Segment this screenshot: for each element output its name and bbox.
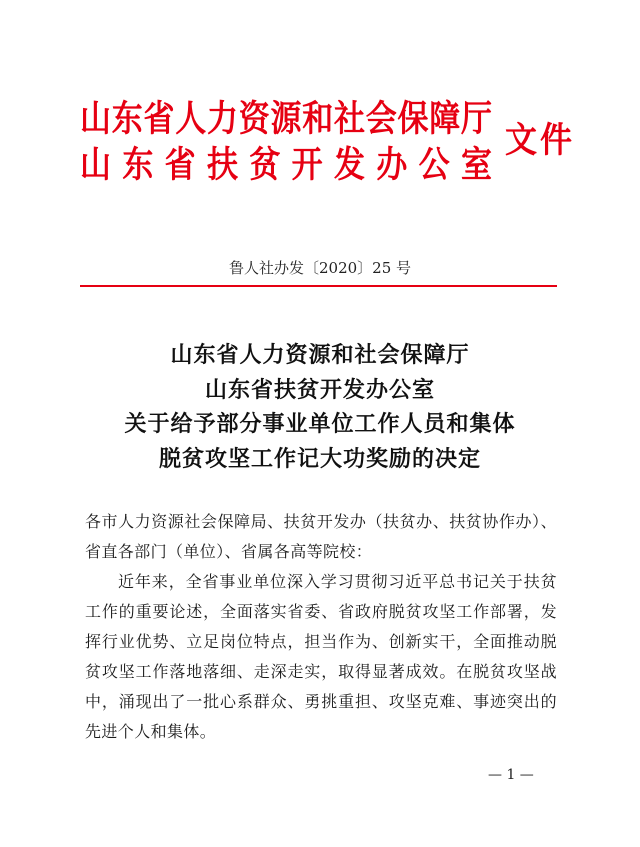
paragraph-line: 挥行业优势、立足岗位特点，担当作为、创新实干，全面推动脱 xyxy=(85,632,557,651)
addressee-line: 各市人力资源社会保障局、扶贫开发办（扶贫办、扶贫协作办）、 xyxy=(85,512,557,531)
document-body xyxy=(85,507,557,747)
header-issuer-hrss: 山东省人力资源和社会保障厅 xyxy=(80,98,492,140)
paragraph-line: 贫攻坚工作落地落细、走深走实，取得显著成效。在脱贫攻坚战 xyxy=(85,662,557,681)
paragraph-line: 先进个人和集体。 xyxy=(85,722,217,741)
paragraph-line: 工作的重要论述，全面落实省委、省政府脱贫攻坚工作部署，发 xyxy=(85,602,557,621)
paragraph-line: 中，涌现出了一批心系群众、勇挑重担、攻坚克难、事迹突出的 xyxy=(85,692,557,711)
title-line: 山东省人力资源和社会保障厅 xyxy=(170,342,470,368)
paragraph-line: 近年来，全省事业单位深入学习贯彻习近平总书记关于扶贫 xyxy=(118,572,557,591)
document-number: 鲁人社办发〔2020〕25 号 xyxy=(228,259,412,277)
red-divider-line xyxy=(80,285,557,287)
title-line: 山东省扶贫开发办公室 xyxy=(204,376,435,403)
document-title xyxy=(0,338,640,476)
addressee-line: 省直各部门（单位）、省属各高等院校： xyxy=(85,542,373,561)
header-doc-type: 文件 xyxy=(505,119,576,161)
title-line: 关于给予部分事业单位工作人员和集体 xyxy=(124,411,516,437)
page-number: — 1 — xyxy=(488,767,534,783)
header-issuer-poverty-office: 山东省扶贫开发办公室 xyxy=(80,144,492,186)
title-line: 脱贫攻坚工作记大功奖励的决定 xyxy=(158,445,481,472)
